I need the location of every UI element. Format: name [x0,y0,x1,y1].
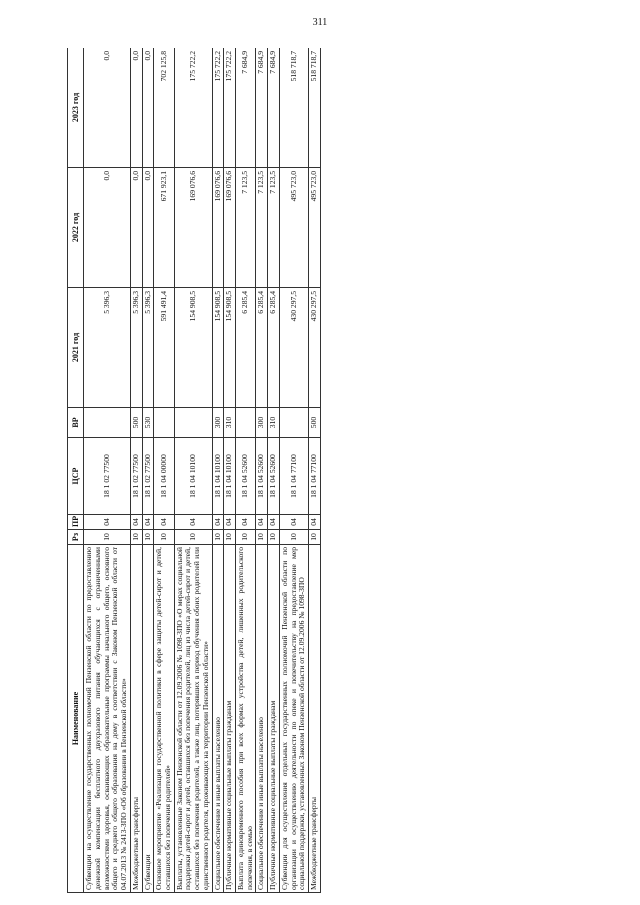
row-pr-cell: 04 [279,515,308,530]
row-2021-cell: 154 908,5 [174,288,212,408]
row-name-cell: Публичные нормативные социальные выплаты гражданам [224,545,236,893]
row-pr-cell: 04 [224,515,236,530]
row-rz-cell: 10 [130,530,142,545]
row-name-cell: Межбюджетные трансферты [309,545,321,893]
row-pr-cell: 04 [256,515,268,530]
row-pr-cell: 04 [212,515,224,530]
row-csr-cell: 18 1 04 77100 [279,438,308,515]
row-rz-cell: 10 [174,530,212,545]
table-row [268,48,280,893]
row-2021-cell: 591 491,4 [154,288,174,408]
row-2022-cell: 0,0 [84,168,131,288]
row-2022-cell: 495 723,0 [279,168,308,288]
row-2023-cell: 175 722,2 [174,48,212,168]
row-name-cell: Социальное обеспечение и иные выплаты населению [256,545,268,893]
row-vr-cell: 300 [256,408,268,438]
row-rz-cell: 10 [235,530,255,545]
header-rz: Рз [68,530,84,545]
table-row [235,48,255,893]
table-row [84,48,131,893]
row-vr-cell [279,408,308,438]
row-2022-cell: 169 076,6 [212,168,224,288]
header-2023: 2023 год [68,48,84,168]
row-csr-cell: 18 1 04 52600 [268,438,280,515]
row-2021-cell: 154 908,5 [224,288,236,408]
table-row [130,48,142,893]
row-2022-cell: 7 123,5 [256,168,268,288]
row-csr-cell: 18 1 04 52600 [256,438,268,515]
row-2023-cell: 7 684,9 [268,48,280,168]
row-rz-cell: 10 [212,530,224,545]
row-2023-cell: 702 125,8 [154,48,174,168]
row-csr-cell: 18 1 02 77500 [84,438,131,515]
row-rz-cell: 10 [256,530,268,545]
row-vr-cell: 530 [142,408,154,438]
row-name-cell: Выплаты, установленные Законом Пензенской области от 12.09.2006 № 1098-ЗПО «О мерах социальной поддержки детей-сирот и детей, оставшихся без попечения родителей, лиц из числа детей-сирот и детей, оставшихся без попечения родителей, а также лиц, потерявших в период обучения обоих родителей или единственного родителя, проживающих на территории Пензенской области» [174,545,212,893]
row-name-cell: Выплата единовременного пособия при всех формах устройства детей, лишенных родительского попечения, в семью [235,545,255,893]
row-name-cell: Основное мероприятие «Реализация государственной политики в сфере защиты детей-сирот и детей, оставшихся без попечения родителей» [154,545,174,893]
row-csr-cell: 18 1 04 10100 [174,438,212,515]
header-csr: ЦСР [68,438,84,515]
row-2023-cell: 175 722,2 [212,48,224,168]
header-name: Наименование [68,545,84,893]
row-rz-cell: 10 [154,530,174,545]
row-vr-cell: 500 [130,408,142,438]
row-pr-cell: 04 [309,515,321,530]
row-csr-cell: 18 1 02 77500 [130,438,142,515]
row-2023-cell: 518 718,7 [309,48,321,168]
row-2021-cell: 5 396,3 [84,288,131,408]
row-vr-cell [174,408,212,438]
table-row [224,48,236,893]
table-row [256,48,268,893]
rotated-page [67,48,567,893]
row-pr-cell: 04 [235,515,255,530]
table-row [279,48,308,893]
row-rz-cell: 10 [309,530,321,545]
row-csr-cell: 18 1 04 52600 [235,438,255,515]
table-row [212,48,224,893]
row-2023-cell: 0,0 [142,48,154,168]
row-rz-cell: 10 [142,530,154,545]
row-2022-cell: 671 923,1 [154,168,174,288]
row-pr-cell: 04 [268,515,280,530]
row-2021-cell: 430 297,5 [279,288,308,408]
row-rz-cell: 10 [84,530,131,545]
row-2022-cell: 0,0 [130,168,142,288]
table-body [84,48,321,893]
row-pr-cell: 04 [174,515,212,530]
row-name-cell: Субвенции на осуществление государственных полномочий Пензенской области по предоставлению денежной компенсации бесплатного двухразового питания обучающихся с ограниченными возможностями здоровья, осваивающих образовательные программы начального общего, основного общего и среднего общего образования на дому в соответствии с Законом Пензенской области от 04.07.2013 № 2413-ЗПО «Об образовании в Пензенской области» [84,545,131,893]
row-vr-cell: 310 [268,408,280,438]
row-rz-cell: 10 [224,530,236,545]
header-2022: 2022 год [68,168,84,288]
table-row [154,48,174,893]
row-name-cell: Межбюджетные трансферты [130,545,142,893]
row-2023-cell: 175 722,2 [224,48,236,168]
row-csr-cell: 18 1 04 10100 [224,438,236,515]
page-number: 311 [312,17,328,28]
budget-table [67,48,321,893]
row-2022-cell: 7 123,5 [268,168,280,288]
row-name-cell: Субвенции для осуществления отдельных государственных полномочий Пензенской области по организации и осуществлению деятельности по опеке и попечительству на предоставление мер социальной поддержки, установленных Законом Пензенской области от 12.09.2006 № 1098-ЗПО [279,545,308,893]
table-row [174,48,212,893]
row-vr-cell [154,408,174,438]
row-2023-cell: 0,0 [84,48,131,168]
row-2021-cell: 6 285,4 [268,288,280,408]
row-2021-cell: 5 396,3 [142,288,154,408]
row-2021-cell: 6 285,4 [256,288,268,408]
row-vr-cell: 500 [309,408,321,438]
row-csr-cell: 18 1 04 77100 [309,438,321,515]
row-csr-cell: 18 1 04 00000 [154,438,174,515]
row-2023-cell: 7 684,9 [235,48,255,168]
row-vr-cell [235,408,255,438]
row-name-cell: Социальное обеспечение и иные выплаты населению [212,545,224,893]
row-2022-cell: 169 076,6 [174,168,212,288]
row-csr-cell: 18 1 02 77500 [142,438,154,515]
row-2021-cell: 5 396,3 [130,288,142,408]
row-pr-cell: 04 [142,515,154,530]
row-rz-cell: 10 [279,530,308,545]
row-vr-cell: 300 [212,408,224,438]
row-2022-cell: 169 076,6 [224,168,236,288]
table-row [142,48,154,893]
header-vr: ВР [68,408,84,438]
row-pr-cell: 04 [130,515,142,530]
row-2022-cell: 0,0 [142,168,154,288]
table-header-row [68,48,84,893]
row-rz-cell: 10 [268,530,280,545]
row-2021-cell: 430 297,5 [309,288,321,408]
header-2021: 2021 год [68,288,84,408]
table-row [309,48,321,893]
row-vr-cell [84,408,131,438]
header-pr: ПР [68,515,84,530]
row-csr-cell: 18 1 04 10100 [212,438,224,515]
row-2023-cell: 0,0 [130,48,142,168]
row-name-cell: Публичные нормативные социальные выплаты гражданам [268,545,280,893]
row-name-cell: Субвенции [142,545,154,893]
row-2021-cell: 6 285,4 [235,288,255,408]
row-2022-cell: 7 123,5 [235,168,255,288]
row-2023-cell: 518 718,7 [279,48,308,168]
row-pr-cell: 04 [84,515,131,530]
row-vr-cell: 310 [224,408,236,438]
row-2021-cell: 154 908,5 [212,288,224,408]
row-pr-cell: 04 [154,515,174,530]
rotated-table-container [67,48,567,893]
row-2023-cell: 7 684,9 [256,48,268,168]
row-2022-cell: 495 723,0 [309,168,321,288]
